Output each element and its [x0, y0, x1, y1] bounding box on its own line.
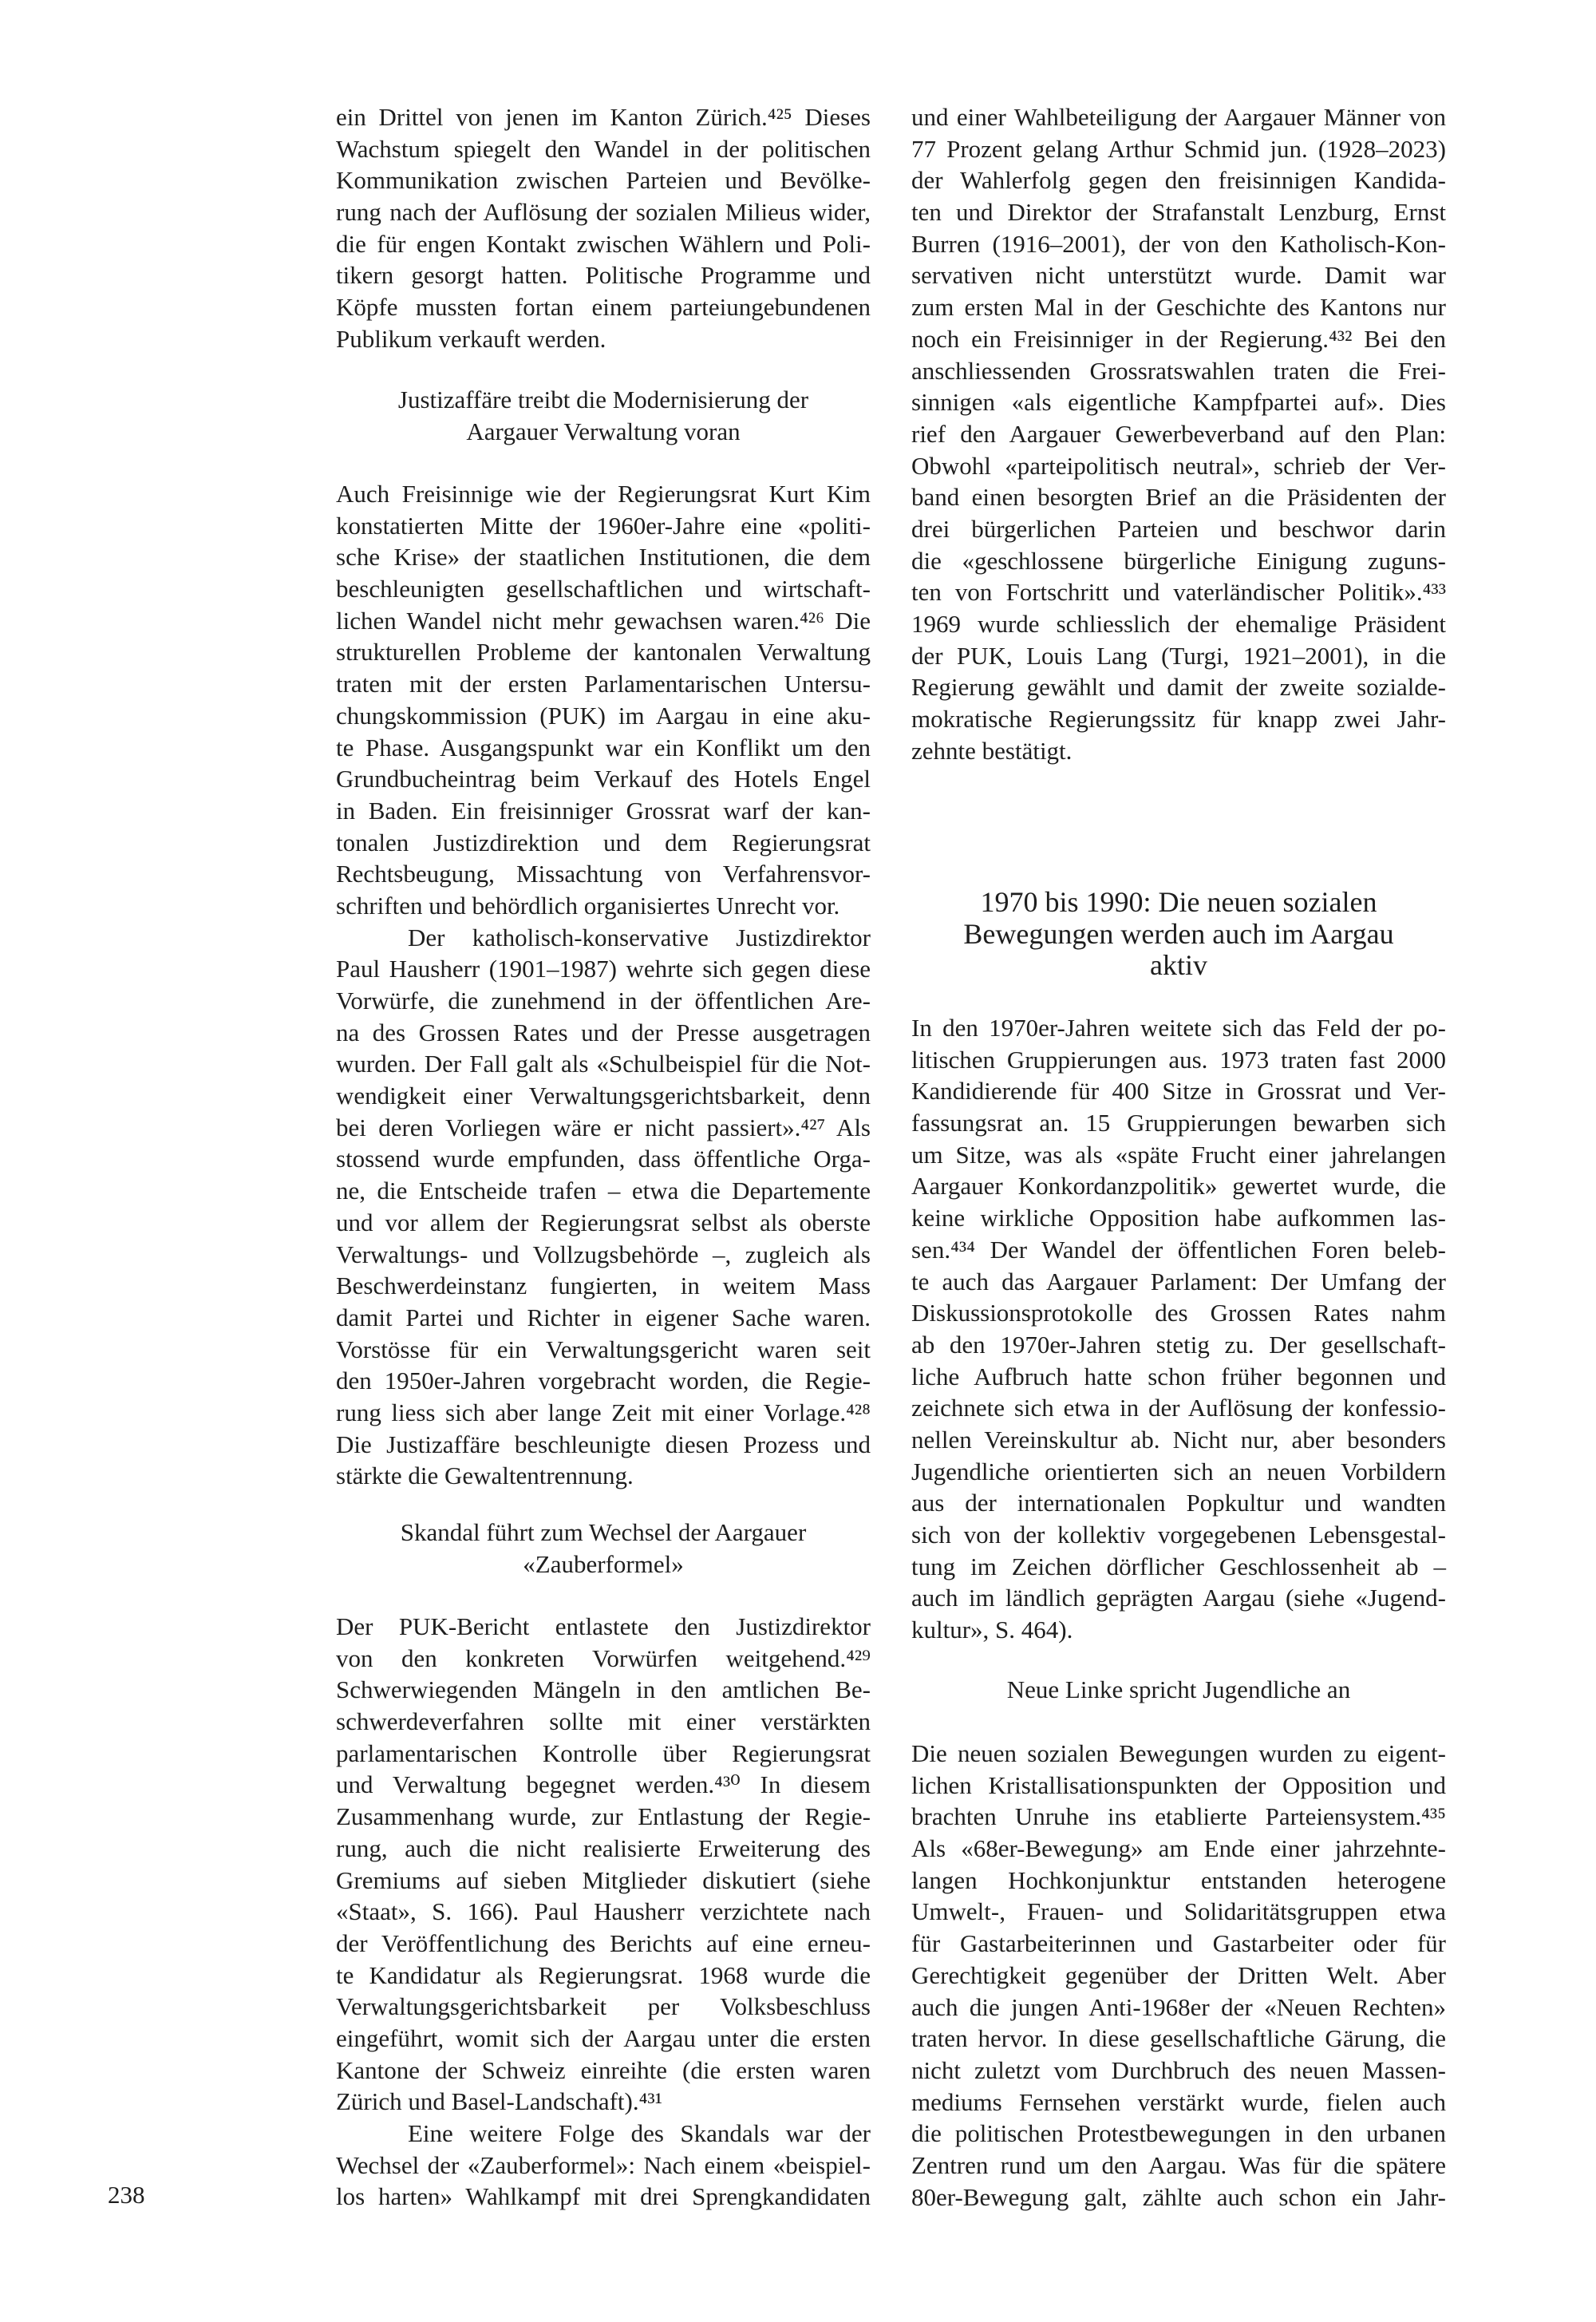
subheading [336, 384, 871, 447]
text-line: aktiv [1150, 949, 1207, 982]
text-line: Aargauer Verwaltung voran [466, 417, 741, 445]
text-line: konstatierten Mitte der 1960er-Jahre eine «politi- [336, 511, 871, 540]
text-line: tonalen Justizdirektion und dem Regierungsrat [336, 828, 871, 856]
paragraph [336, 101, 871, 355]
text-line: keine wirkliche Opposition habe aufkommen las- [911, 1204, 1446, 1232]
text-line: Vorwürfe, die zunehmend in der öffentlichen Are- [336, 987, 871, 1015]
text-line: ab den 1970er-Jahren stetig zu. Der gesellschaft- [911, 1330, 1446, 1359]
text-line: 80er-Bewegung galt, zählte auch schon ein Jahr- [911, 2182, 1446, 2211]
text-line: Diskussionsprotokolle des Grossen Rates nahm [911, 1299, 1446, 1327]
text-line: Kantone der Schweiz einreihte (die ersten waren [336, 2055, 871, 2084]
text-line: Verwaltungs- und Vollzugsbehörde –, zugleich als [336, 1240, 871, 1268]
text-line: Skandal führt zum Wechsel der Aargauer [400, 1518, 807, 1546]
text-line: Der PUK-Bericht entlastete den Justizdirektor [336, 1612, 871, 1640]
text-line: Obwohl «parteipolitisch neutral», schrieb der Ver- [911, 451, 1446, 480]
paragraph [911, 101, 1446, 766]
text-line: 77 Prozent gelang Arthur Schmid jun. (1928–2023) [911, 134, 1446, 163]
text-line: beschleunigten gesellschaftlichen und wirtschaft- [336, 575, 871, 603]
text-line: bei deren Vorliegen wäre er nicht passiert».⁴²⁷ Als [336, 1113, 871, 1141]
text-line: fassungsrat an. 15 Gruppierungen bewarben sich [911, 1109, 1446, 1137]
text-line: Zusammenhang wurde, zur Entlastung der Regie- [336, 1802, 871, 1831]
text-line: Als «68er-Bewegung» am Ende einer jahrzehnte- [911, 1834, 1446, 1863]
text-line: die politischen Protestbewegungen in den urbanen [911, 2119, 1446, 2148]
paragraph [336, 2118, 871, 2213]
text-line: lichen Kristallisationspunkten der Opposition und [911, 1770, 1446, 1799]
text-line: Paul Hausherr (1901–1987) wehrte sich gegen diese [336, 955, 871, 983]
text-line: zum ersten Mal in der Geschichte des Kantons nur [911, 293, 1446, 322]
section-heading [911, 887, 1446, 982]
text-line: zeichnete sich etwa in der Auflösung der konfessio- [911, 1394, 1446, 1422]
text-line: Kandidierende für 400 Sitze in Grossrat und Ver- [911, 1077, 1446, 1106]
text-line: Regierung gewählt und damit der zweite sozialde- [911, 673, 1446, 702]
text-line: langen Hochkonjunktur entstanden heterogene [911, 1865, 1446, 1894]
text-line: aus der internationalen Popkultur und wandten [911, 1489, 1446, 1517]
text-line: liche Aufbruch hatte schon früher begonnen und [911, 1362, 1446, 1390]
text-line: Neue Linke spricht Jugendliche an [1006, 1675, 1351, 1703]
text-line: auch die jungen Anti-1968er der «Neuen Rechten» [911, 1992, 1446, 2021]
paragraph [336, 478, 871, 922]
text-line: Schwerwiegenden Mängeln in den amtlichen Be- [336, 1675, 871, 1704]
text-line: um Sitze, was als «späte Frucht einer jahrelangen [911, 1140, 1446, 1169]
text-line: schriften und behördlich organisiertes Unrecht vor. [336, 891, 840, 920]
text-line: der Veröffentlichung des Berichts auf eine erneu- [336, 1928, 871, 1957]
text-line: tikern gesorgt hatten. Politische Programme und [336, 261, 871, 290]
text-line: litischen Gruppierungen aus. 1973 traten fast 2000 [911, 1045, 1446, 1074]
text-line: lichen Wandel nicht mehr gewachsen waren.⁴²⁶ Die [336, 606, 871, 635]
text-line: Gerechtigkeit gegenüber der Dritten Welt. Aber [911, 1960, 1446, 1989]
text-line: chungskommission (PUK) im Aargau in eine aku- [336, 701, 871, 730]
text-line: traten mit der ersten Parlamentarischen Untersu- [336, 670, 871, 698]
text-line: sinnigen «als eigentliche Kampfpartei auf». Dies [911, 388, 1446, 417]
text-line: auch im ländlich geprägten Aargau (siehe «Jugend- [911, 1584, 1446, 1612]
text-line: los harten» Wahlkampf mit drei Sprengkandidaten [336, 2182, 871, 2211]
text-line: mediums Fernsehen verstärkt wurde, fielen auch [911, 2087, 1446, 2116]
text-line: ten und Direktor der Strafanstalt Lenzburg, Ernst [911, 198, 1446, 227]
text-line: strukturellen Probleme der kantonalen Verwaltung [336, 638, 871, 667]
text-line: wendigkeit einer Verwaltungsgerichtsbarkeit, denn [336, 1082, 871, 1110]
text-line: na des Grossen Rates und der Presse ausgetragen [336, 1018, 871, 1046]
text-line: Zürich und Basel-Landschaft).⁴³¹ [336, 2087, 663, 2116]
text-line: tung im Zeichen dörflicher Geschlossenheit ab – [911, 1552, 1446, 1580]
text-line: rung, auch die nicht realisierte Erweiterung des [336, 1833, 871, 1862]
text-line: sich von der kollektiv vorgegebenen Lebensgestal- [911, 1521, 1446, 1549]
text-line: ten von Fortschritt und vaterländischer Politik».⁴³³ [911, 578, 1446, 607]
text-line: sche Krise» der staatlichen Institutionen, die dem [336, 543, 871, 572]
text-line: ne, die Entscheide trafen – etwa die Departemente [336, 1177, 871, 1205]
text-line: Gremiums auf sieben Mitglieder diskutiert (siehe [336, 1865, 871, 1894]
text-line: den 1950er-Jahren vorgebracht worden, die Regie- [336, 1367, 871, 1395]
text-line: Wechsel der «Zauberformel»: Nach einem «beispiel- [336, 2150, 871, 2179]
text-line: die für engen Kontakt zwischen Wählern und Poli- [336, 229, 871, 258]
text-line: Vorstösse für ein Verwaltungsgericht waren seit [336, 1335, 871, 1363]
text-line: kultur», S. 464). [911, 1616, 1073, 1644]
text-line: und Verwaltung begegnet werden.⁴³⁰ In diesem [336, 1770, 871, 1799]
text-line: Kommunikation zwischen Parteien und Bevölke- [336, 166, 871, 195]
text-line: Rechtsbeugung, Missachtung von Verfahrensvor- [336, 860, 871, 888]
text-line: schwerdeverfahren sollte mit einer verstärkten [336, 1707, 871, 1736]
text-line: Beschwerdeinstanz fungierten, in weitem Mass [336, 1272, 871, 1300]
text-line: 1969 wurde schliesslich der ehemalige Präsident [911, 610, 1446, 638]
text-line: Publikum verkauft werden. [336, 324, 606, 353]
paragraph-group [336, 478, 871, 1492]
text-line: der Wahlerfolg gegen den freisinnigen Kandida- [911, 166, 1446, 195]
text-line: Die Justizaffäre beschleunigte diesen Prozess und [336, 1430, 871, 1458]
text-line: stossend wurde empfunden, dass öffentliche Orga- [336, 1145, 871, 1173]
text-line: parlamentarischen Kontrolle über Regierungsrat [336, 1739, 871, 1767]
text-line: Umwelt-, Frauen- und Solidaritätsgruppen etwa [911, 1897, 1446, 1926]
text-line: Zentren rund um den Aargau. Was für die spätere [911, 2150, 1446, 2179]
text-line: Köpfe mussten fortan einem parteiungebundenen [336, 293, 871, 322]
text-line: ein Drittel von jenen im Kanton Zürich.⁴²⁵ Dieses [336, 103, 871, 131]
text-line: sen.⁴³⁴ Der Wandel der öffentlichen Foren beleb- [911, 1235, 1446, 1264]
text-line: te Kandidatur als Regierungsrat. 1968 wurde die [336, 1960, 871, 1989]
text-line: stärkte die Gewaltentrennung. [336, 1462, 634, 1490]
text-line: für Gastarbeiterinnen und Gastarbeiter oder für [911, 1929, 1446, 1958]
paragraph [336, 922, 871, 1492]
text-line: te Phase. Ausgangspunkt war ein Konflikt um den [336, 733, 871, 761]
text-line: Bewegungen werden auch im Aargau [963, 917, 1394, 950]
text-line: «Staat», S. 166). Paul Hausherr verzichtete nach [336, 1897, 871, 1926]
text-line: Grundbucheintrag beim Verkauf des Hotels Engel [336, 765, 871, 793]
text-line: mokratische Regierungssitz für knapp zwei Jahr- [911, 705, 1446, 734]
text-line: band einen besorgten Brief an die Präsidenten der [911, 483, 1446, 512]
text-line: der PUK, Louis Lang (Turgi, 1921–2001), in die [911, 641, 1446, 670]
text-line: Burren (1916–2001), der von den Katholisch-Kon- [911, 229, 1446, 258]
text-line: Auch Freisinnige wie der Regierungsrat Kurt Kim [336, 480, 871, 508]
text-line: «Zauberformel» [523, 1549, 684, 1578]
text-line: noch ein Freisinniger in der Regierung.⁴³² Bei den [911, 324, 1446, 353]
text-line: 1970 bis 1990: Die neuen sozialen [980, 886, 1377, 918]
paragraph [336, 1611, 871, 2118]
text-line: servativen nicht unterstützt wurde. Damit war [911, 261, 1446, 290]
text-line: zehnte bestätigt. [911, 736, 1073, 765]
text-line: rung liess sich aber lange Zeit mit einer Vorlage.⁴²⁸ [336, 1398, 871, 1426]
text-line: rief den Aargauer Gewerbeverband auf den Plan: [911, 419, 1446, 448]
text-line: nicht zuletzt vom Durchbruch des neuen Massen- [911, 2055, 1446, 2084]
paragraph [911, 1012, 1446, 1646]
subheading [336, 1517, 871, 1580]
text-line: Wachstum spiegelt den Wandel in der politischen [336, 134, 871, 163]
subheading [911, 1674, 1446, 1706]
text-line: Aargauer Konkordanzpolitik» gewertet wurde, die [911, 1172, 1446, 1201]
page-number: 238 [108, 2181, 145, 2209]
text-line: Eine weitere Folge des Skandals war der [408, 2119, 871, 2147]
text-line: und vor allem der Regierungsrat selbst als oberste [336, 1208, 871, 1236]
paragraph-group [336, 1611, 871, 2213]
text-line: rung nach der Auflösung der sozialen Milieus wider, [336, 198, 871, 227]
text-line: brachten Unruhe ins etablierte Parteiensystem.⁴³⁵ [911, 1802, 1446, 1831]
text-line: Die neuen sozialen Bewegungen wurden zu eigent- [911, 1739, 1446, 1767]
text-line: eingeführt, womit sich der Aargau unter die ersten [336, 2023, 871, 2052]
paragraph [911, 1738, 1446, 2213]
text-line: in Baden. Ein freisinniger Grossrat warf der kan- [336, 796, 871, 825]
text-line: In den 1970er-Jahren weitete sich das Feld der po- [911, 1014, 1446, 1042]
text-line: Der katholisch-konservative Justizdirektor [408, 923, 871, 951]
text-line: te auch das Aargauer Parlament: Der Umfang der [911, 1267, 1446, 1295]
text-line: Justizaffäre treibt die Modernisierung der [397, 386, 809, 413]
text-line: anschliessenden Grossratswahlen traten die Frei- [911, 356, 1446, 385]
text-line: Verwaltungsgerichtsbarkeit per Volksbeschluss [336, 1992, 871, 2021]
text-line: und einer Wahlbeteiligung der Aargauer Männer von [911, 103, 1446, 131]
text-line: von den konkreten Vorwürfen weitgehend.⁴²⁹ [336, 1644, 871, 1672]
text-line: drei bürgerlichen Parteien und beschwor darin [911, 514, 1446, 543]
text-line: damit Partei und Richter in eigener Sache waren. [336, 1303, 871, 1331]
text-line: wurden. Der Fall galt als «Schulbeispiel für die Not- [336, 1050, 871, 1078]
text-line: nellen Vereinskultur ab. Nicht nur, aber besonders [911, 1425, 1446, 1454]
text-line: Jugendliche orientierten sich an neuen Vorbildern [911, 1457, 1446, 1485]
text-line: die «geschlossene bürgerliche Einigung zuguns- [911, 546, 1446, 575]
text-line: traten hervor. In diese gesellschaftliche Gärung, die [911, 2024, 1446, 2053]
